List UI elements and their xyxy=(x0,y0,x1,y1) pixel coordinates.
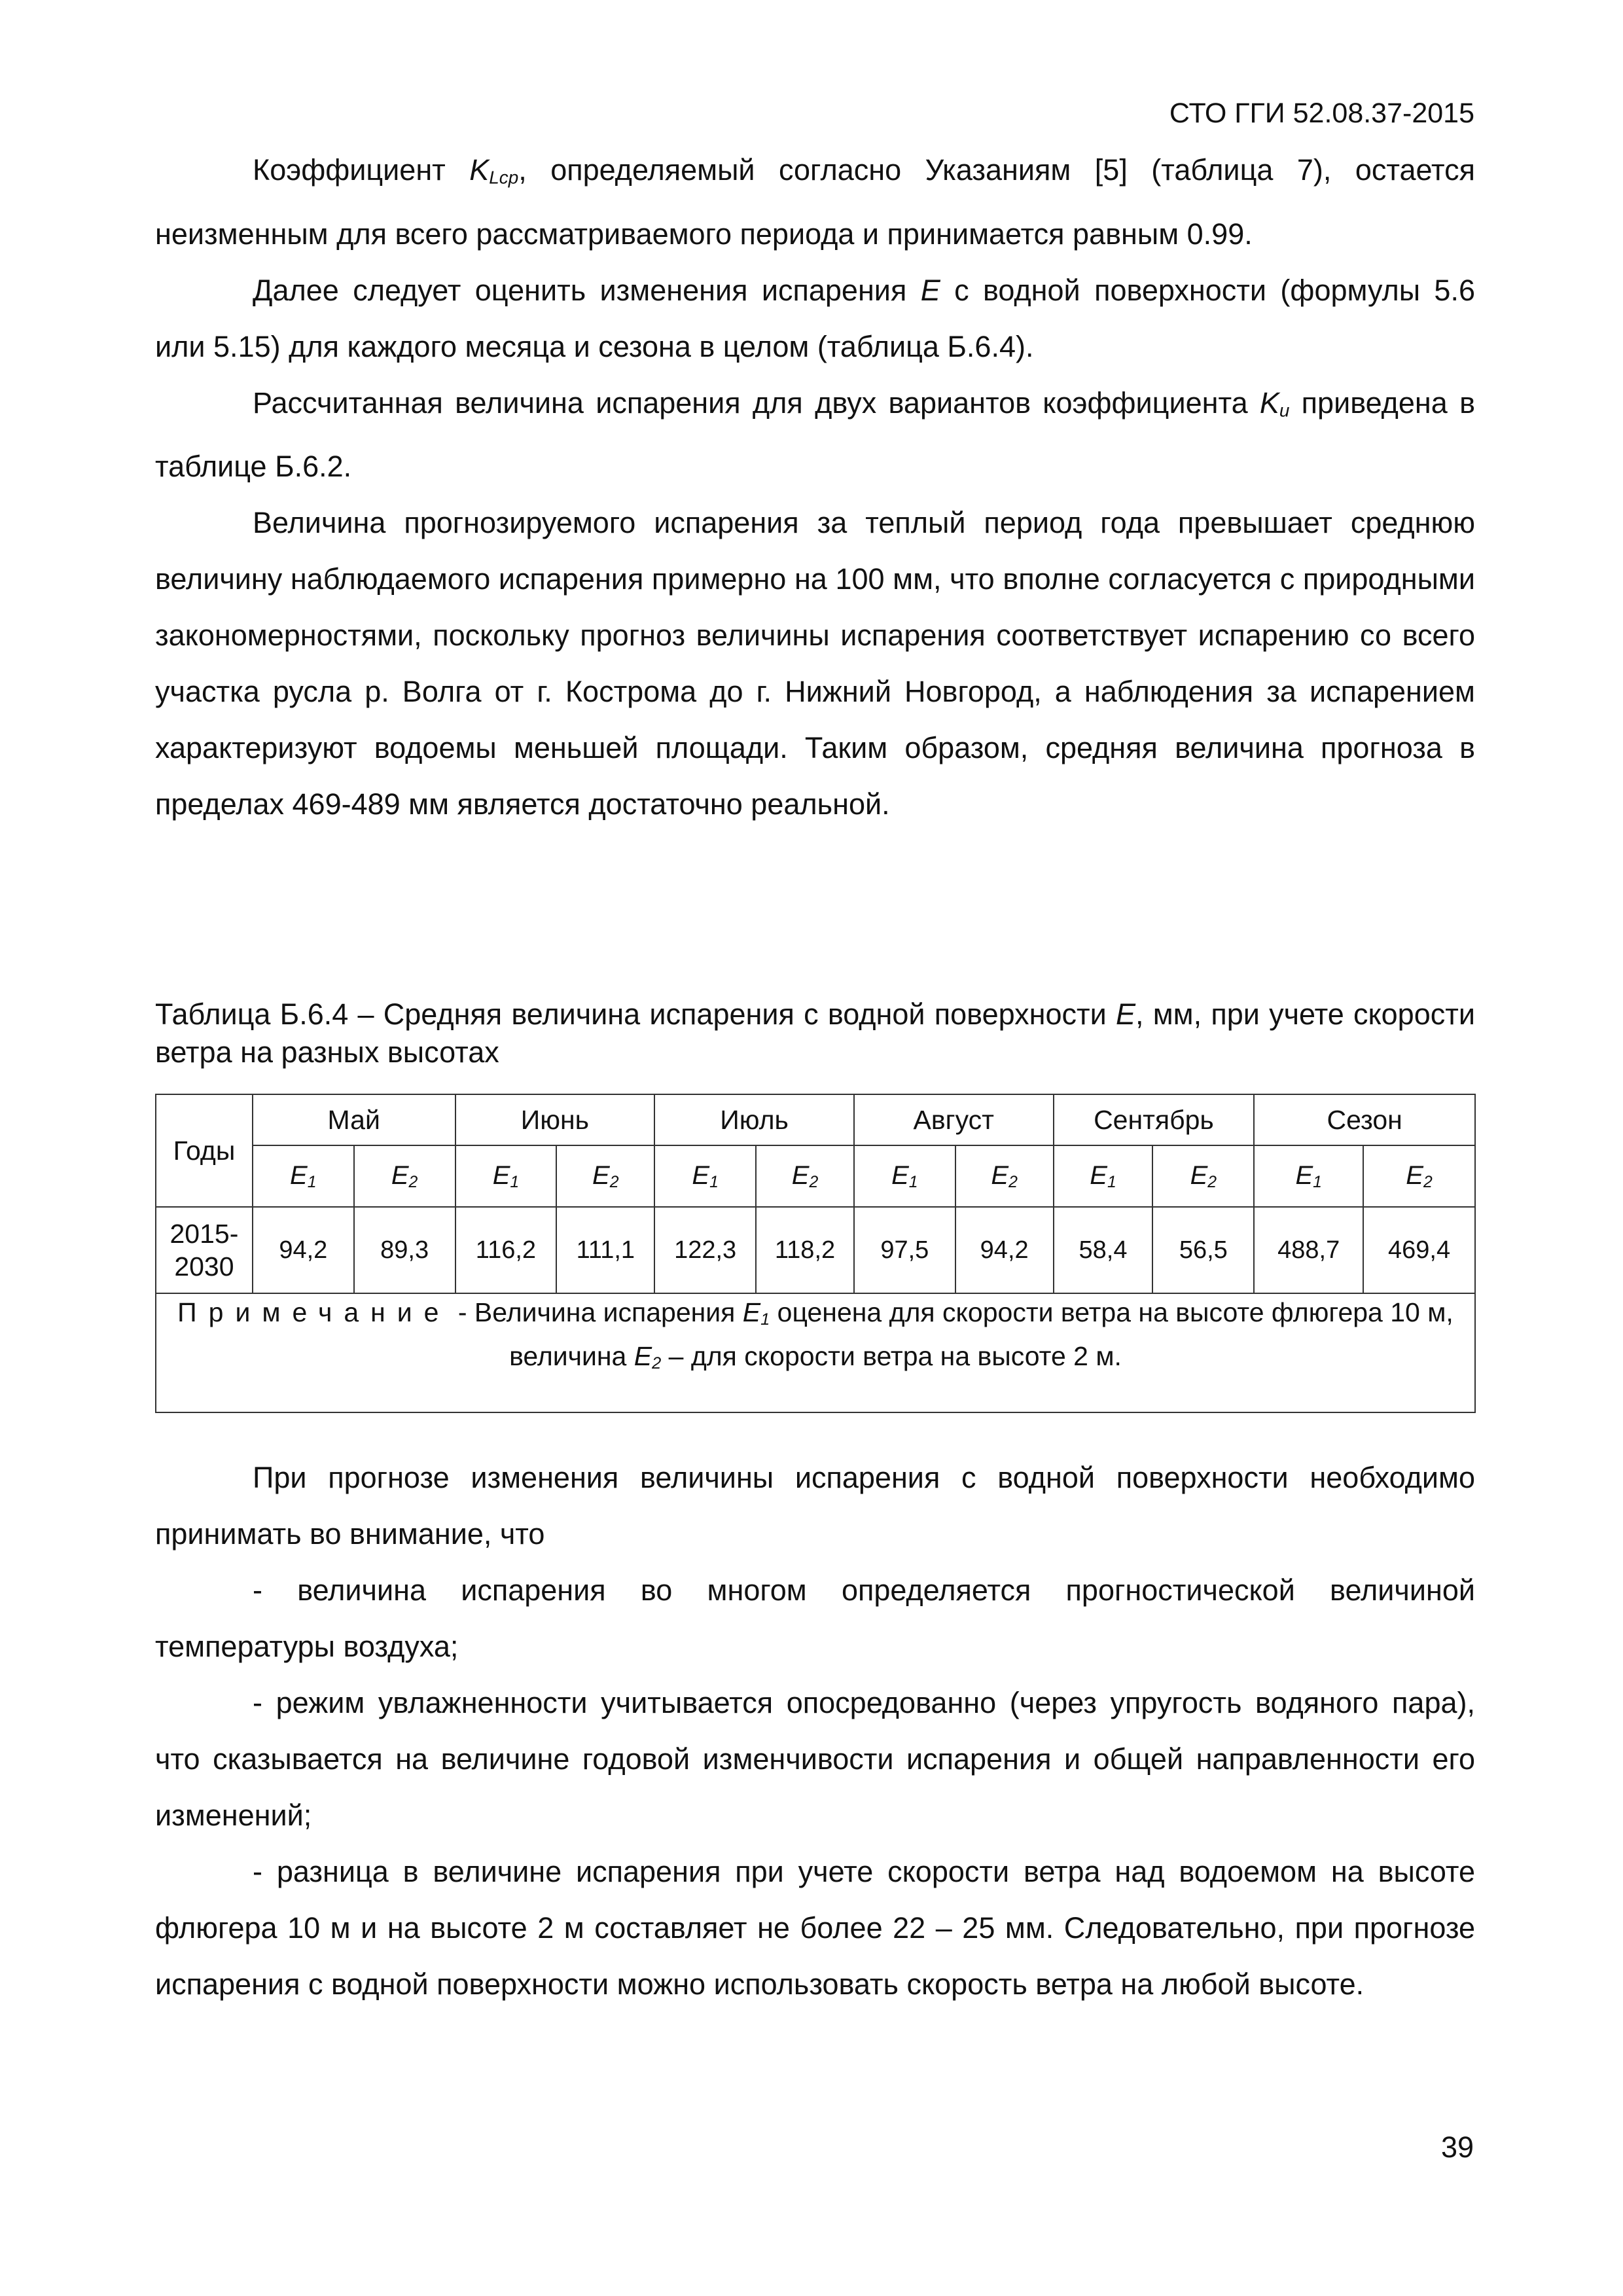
value-cell: 122,3 xyxy=(654,1207,756,1293)
column-subheader-e1: $E_1$ xyxy=(1254,1145,1363,1207)
body-text-bottom xyxy=(155,1450,1475,2013)
paragraph-forecast-considerations: При прогнозе изменения величины испарения с водной поверхности необходимо принимать во внимание, что xyxy=(155,1461,1475,1551)
value-cell: 97,5 xyxy=(854,1207,955,1293)
column-header-month: Июнь xyxy=(455,1094,655,1145)
column-subheader-e2: $E_2$ xyxy=(1363,1145,1475,1207)
column-subheader-e2: $E_2$ xyxy=(354,1145,455,1207)
column-subheader-e2: $E_2$ xyxy=(756,1145,854,1207)
value-cell: 488,7 xyxy=(1254,1207,1363,1293)
column-header-month: Август xyxy=(854,1094,1054,1145)
column-subheader-e1: $E_1$ xyxy=(455,1145,557,1207)
column-header-month: Июль xyxy=(654,1094,854,1145)
table-note: Примечание - Величина испарения $E_1$ оценена для скорости ветра на высоте флюгера 10 м, величина $E_2$ – для скорости ветра на высоте 2 м. xyxy=(156,1293,1475,1412)
value-cell: 116,2 xyxy=(455,1207,557,1293)
column-header-month: Май xyxy=(253,1094,455,1145)
column-subheader-e2: $E_2$ xyxy=(556,1145,654,1207)
value-cell: 111,1 xyxy=(556,1207,654,1293)
column-subheader-e2: $E_2$ xyxy=(955,1145,1054,1207)
column-subheader-e2: $E_2$ xyxy=(1152,1145,1254,1207)
body-text-top xyxy=(155,142,1475,833)
table-header-row xyxy=(156,1094,1475,1145)
paragraph-coefficient: Коэффициент $K_{Lср}$, определяемый согласно Указаниям [5] (таблица 7), остается неизменным для всего рассматриваемого периода и принимается равным 0.99. xyxy=(155,153,1475,251)
note-label: Примечание xyxy=(177,1297,451,1327)
column-subheader-e1: $E_1$ xyxy=(253,1145,354,1207)
column-subheader-e1: $E_1$ xyxy=(654,1145,756,1207)
value-cell: 94,2 xyxy=(253,1207,354,1293)
column-subheader-e1: $E_1$ xyxy=(854,1145,955,1207)
column-header-month: Сентябрь xyxy=(1054,1094,1255,1145)
value-cell: 58,4 xyxy=(1054,1207,1153,1293)
list-item: - режим увлажненности учитывается опосредованно (через упругость водяного пара), что сказывается на величине годовой изменчивости испарения и общей направленности его изменений; xyxy=(155,1686,1475,1832)
paragraph-forecast-comparison: Величина прогнозируемого испарения за теплый период года превышает среднюю величину наблюдаемого испарения примерно на 100 мм, что вполне согласуется с природными закономерностями, поскольку прогноз величины испарения соответствует испарению со всего участка русла р. Волга от г. Кострома до г. Нижний Новгород, а наблюдения за испарением характеризуют водоемы меньшей площади. Таким образом, средняя величина прогноза в пределах 469-489 мм является достаточно реальной. xyxy=(155,506,1475,821)
column-header-season: Сезон xyxy=(1254,1094,1475,1145)
table-subheader-row xyxy=(156,1145,1475,1207)
value-cell: 469,4 xyxy=(1363,1207,1475,1293)
paragraph-calculated-value: Рассчитанная величина испарения для двух вариантов коэффициента $K_u$ приведена в таблице Б.6.2. xyxy=(155,386,1475,484)
value-cell: 89,3 xyxy=(354,1207,455,1293)
column-header-years: Годы xyxy=(156,1094,253,1207)
paragraph-evaporation-estimate: Далее следует оценить изменения испарения E с водной поверхности (формулы 5.6 или 5.15) для каждого месяца и сезона в целом (таблица Б.6.4). xyxy=(155,273,1475,363)
value-cell: 118,2 xyxy=(756,1207,854,1293)
year-cell: 2015-2030 xyxy=(156,1207,253,1293)
table-note-row xyxy=(156,1293,1475,1412)
table-caption: Таблица Б.6.4 – Средняя величина испарения с водной поверхности E, мм, при учете скорости ветра на разных высотах xyxy=(155,997,1475,1069)
page-number: 39 xyxy=(1440,2130,1474,2164)
table-row xyxy=(156,1207,1475,1293)
evaporation-table xyxy=(155,1094,1476,1413)
list-item: - величина испарения во многом определяется прогностической величиной температуры воздуха; xyxy=(155,1573,1475,1663)
value-cell: 94,2 xyxy=(955,1207,1054,1293)
document-code-header: СТО ГГИ 52.08.37-2015 xyxy=(1169,98,1474,129)
value-cell: 56,5 xyxy=(1152,1207,1254,1293)
list-item: - разница в величине испарения при учете скорости ветра над водоемом на высоте флюгера 10 м и на высоте 2 м составляет не более 22 – 25 мм. Следовательно, при прогнозе испарения с водной поверхности можно использовать скорость ветра на любой высоте. xyxy=(155,1855,1475,2001)
column-subheader-e1: $E_1$ xyxy=(1054,1145,1153,1207)
